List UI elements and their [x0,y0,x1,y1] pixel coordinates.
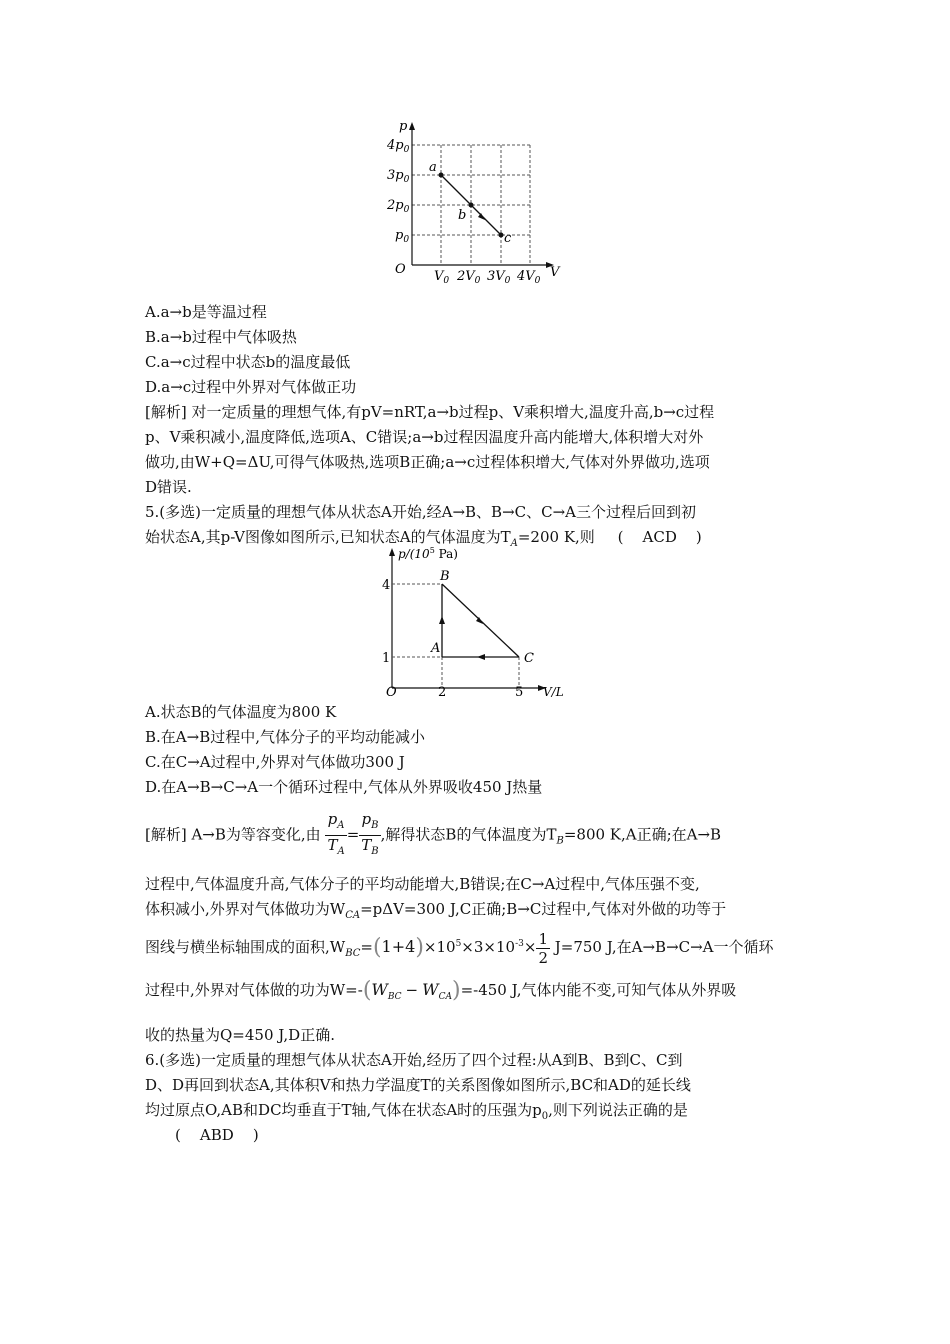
q4-explanation-2: p、V乘积减小,温度降低,选项A、C错误;a→b过程因温度升高内能增大,体积增大对外 [145,428,704,446]
q5-stem-1: 5.(多选)一定质量的理想气体从状态A开始,经A→B、B→C、C→A三个过程后回到初 [145,503,696,521]
fig1-xtick-1: $V_0$ [434,269,450,286]
q4-explanation-3: 做功,由W+Q=ΔU,可得气体吸热,选项B正确;a→c过程体积增大,气体对外界做功,选项 [145,453,710,471]
fig1-ytick-2: $2p_0$ [387,198,410,215]
fig2-origin: O [386,685,397,700]
fig2-xtick-2: 2 [438,685,447,700]
q5-explanation-5: 过程中,外界对气体做的功为$W=-(W_{BC} - W_{CA})=-450$ J,气体内能不变,可知气体从外界吸 [145,978,737,1003]
q5-stem-2: 始状态A,其p-V图像如图所示,已知状态A的气体温度为$T_A=200$ K,则 ( ACD ) [145,528,702,549]
fig2-y-axis-label: $p/(10^5$ Pa) [398,546,458,561]
q5-option-a: A.状态B的气体温度为800 K [145,703,337,721]
fig1-ytick-1: $p_0$ [395,228,410,245]
fig2-point-a: A [431,641,441,656]
q5-answer: ( ACD ) [617,528,702,546]
fig1-ytick-3: $3p_0$ [387,168,410,185]
q4-option-b: B.a→b过程中气体吸热 [145,328,297,346]
fraction-pb-tb: $\frac{p_B}{T_B}$ [361,810,379,857]
q5-option-c: C.在C→A过程中,外界对气体做功300 J [145,753,405,771]
q4-explanation-4: D错误. [145,478,192,496]
q5-explanation-4: 图线与横坐标轴围成的面积$,W_{BC}=(1+4)\times 10^5\times 3\times 10^{-3}\times$ $\frac{1}{2}$ J=750 J,在A→B→C→A一个循环 [145,929,774,967]
q6-stem-1: 6.(多选)一定质量的理想气体从状态A开始,经历了四个过程:从A到B、B到C、C到 [145,1051,683,1069]
fig1-ytick-4: $4p_0$ [387,138,410,155]
fig1-origin: O [395,262,406,277]
fig2-ytick-1: 1 [382,651,391,666]
q6-stem-3: 均过原点O,AB和DC均垂直于T轴,气体在状态A时的压强为$p_0$,则下列说法正确的是 [145,1101,688,1122]
q5-option-b: B.在A→B过程中,气体分子的平均动能减小 [145,728,425,746]
fig2-x-axis-label: V/L [543,685,564,699]
fraction-one-half: $\frac{1}{2}$ [538,929,548,967]
q4-option-c: C.a→c过程中状态b的温度最低 [145,353,351,371]
pv-figure-2 [370,544,580,700]
fig1-xtick-4: $4V_0$ [517,269,541,286]
q5-explanation-3: 体积减小,外界对气体做功为$W_{CA}=p\Delta V=300$ J,C正确;B→C过程中,气体对外做的功等于 [145,900,727,921]
q5-option-d: D.在A→B→C→A一个循环过程中,气体从外界吸收450 J热量 [145,778,543,796]
fig1-xtick-2: $2V_0$ [457,269,481,286]
pv-figure-1 [385,118,575,288]
q5-explanation-2: 过程中,气体温度升高,气体分子的平均动能增大,B错误;在C→A过程中,气体压强不变, [145,875,700,893]
fig2-xtick-5: 5 [515,685,524,700]
q5-explanation-6: 收的热量为Q=450 J,D正确. [145,1026,335,1044]
fig1-point-c: c [504,231,512,246]
fig1-point-b: b [458,208,467,223]
fig1-xtick-3: $3V_0$ [487,269,511,286]
fig2-point-c: C [524,651,534,666]
fig2-ytick-4: 4 [382,578,391,593]
fraction-pa-ta: $\frac{p_A}{T_A}$ [327,810,345,857]
q6-stem-2: D、D再回到状态A,其体积V和热力学温度T的关系图像如图所示,BC和AD的延长线 [145,1076,691,1094]
q5-explanation-1: [解析] A→B为等容变化,由 $\frac{p_A}{T_A}$ = $\frac{p_B}{T_B}$ ,解得状态B的气体温度为$T_B=800$ K,A正确;在A→B [145,810,721,862]
fig1-y-axis-label: p [399,119,408,134]
q4-option-d: D.a→c过程中外界对气体做正功 [145,378,357,396]
fig1-x-axis-label: V [550,265,560,280]
fig2-point-b: B [440,569,450,584]
q4-option-a: A.a→b是等温过程 [145,303,267,321]
q6-answer: ( ABD ) [175,1126,259,1144]
q4-explanation-1: [解析] 对一定质量的理想气体,有pV=nRT,a→b过程p、V乘积增大,温度升高,b→c过程 [145,403,715,421]
fig1-point-a: a [429,160,437,175]
